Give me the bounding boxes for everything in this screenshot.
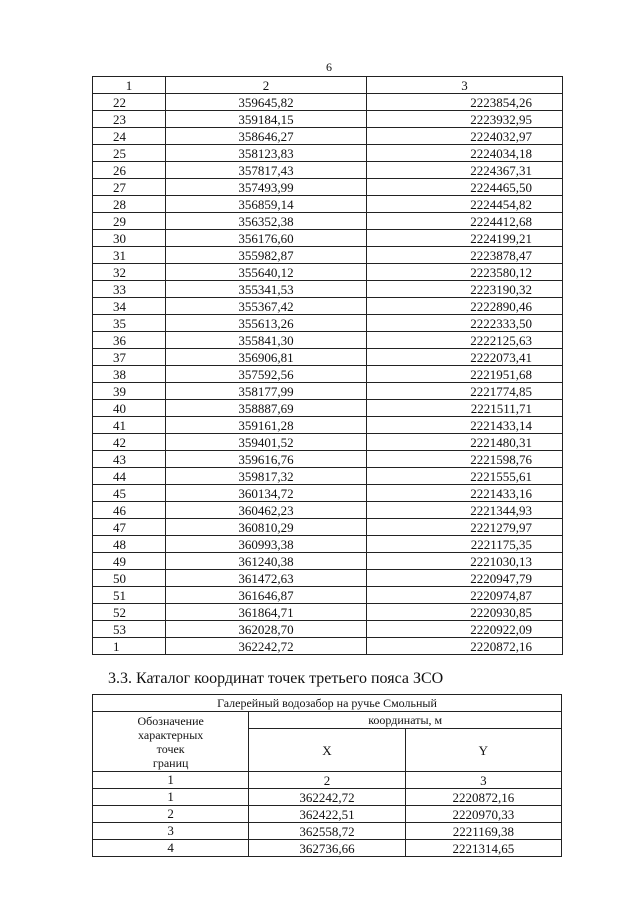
point-number-cell: 32 (93, 264, 166, 281)
point-number-cell: 2 (93, 806, 249, 823)
table-row (93, 366, 563, 383)
table-row (93, 315, 563, 332)
table-row (93, 400, 563, 417)
y-coordinate-cell: 2221555,61 (367, 468, 563, 485)
table-row (93, 553, 563, 570)
table-row (93, 789, 562, 806)
x-coordinate-cell: 355640,12 (166, 264, 367, 281)
y-coordinate-cell: 2224367,31 (367, 162, 563, 179)
table-row (93, 485, 563, 502)
x-coordinate-cell: 359184,15 (166, 111, 367, 128)
y-column-header: Y (405, 729, 561, 772)
y-coordinate-cell: 2220872,16 (367, 638, 563, 655)
y-coordinate-cell: 2224032,97 (367, 128, 563, 145)
y-coordinate-cell: 2220922,09 (367, 621, 563, 638)
table-row (93, 298, 563, 315)
table-row (93, 349, 563, 366)
table-row (93, 264, 563, 281)
y-coordinate-cell: 2223932,95 (367, 111, 563, 128)
table-row (93, 621, 563, 638)
x-coordinate-cell: 359161,28 (166, 417, 367, 434)
y-coordinate-cell: 2223854,26 (367, 94, 563, 111)
coordinates-table-continued (92, 76, 563, 655)
point-number-cell: 49 (93, 553, 166, 570)
y-coordinate-cell: 2224199,21 (367, 230, 563, 247)
x-coordinate-cell: 357592,56 (166, 366, 367, 383)
point-number-cell: 1 (93, 772, 249, 789)
point-number-cell: 34 (93, 298, 166, 315)
table-row (93, 519, 563, 536)
y-coordinate-cell: 2224454,82 (367, 196, 563, 213)
point-number-cell: 50 (93, 570, 166, 587)
point-number-cell: 46 (93, 502, 166, 519)
x-coordinate-cell: 359817,32 (166, 468, 367, 485)
x-coordinate-cell: 362736,66 (249, 840, 405, 857)
y-coordinate-cell: 2224465,50 (367, 179, 563, 196)
table-row (93, 145, 563, 162)
table-caption: Галерейный водозабор на ручье Смольный (93, 695, 562, 712)
x-coordinate-cell: 358123,83 (166, 145, 367, 162)
point-number-cell: 51 (93, 587, 166, 604)
table-row (93, 570, 563, 587)
y-coordinate-cell: 2220947,79 (367, 570, 563, 587)
x-coordinate-cell: 356859,14 (166, 196, 367, 213)
point-number-cell: 38 (93, 366, 166, 383)
table-row (93, 179, 563, 196)
section-heading: 3.3. Каталог координат точек третьего пояса ЗСО (108, 670, 444, 687)
point-number-cell: 30 (93, 230, 166, 247)
x-coordinate-cell: 362028,70 (166, 621, 367, 638)
header-line: характерных (138, 727, 204, 742)
x-coordinate-cell: 359401,52 (166, 434, 367, 451)
x-coordinate-cell: 355982,87 (166, 247, 367, 264)
point-number-cell: 35 (93, 315, 166, 332)
y-coordinate-cell: 2222890,46 (367, 298, 563, 315)
header-line: Обозначение (137, 713, 204, 728)
y-coordinate-cell: 2221030,13 (367, 553, 563, 570)
y-coordinate-cell: 2221279,97 (367, 519, 563, 536)
x-coordinate-cell: 355841,30 (166, 332, 367, 349)
x-coordinate-cell: 361646,87 (166, 587, 367, 604)
table-row (93, 502, 563, 519)
x-coordinate-cell: 356352,38 (166, 213, 367, 230)
table-row (93, 230, 563, 247)
point-number-cell: 3 (93, 823, 249, 840)
column-number-cell: 1 (93, 77, 166, 94)
table-row (93, 417, 563, 434)
table-row (93, 94, 563, 111)
x-coordinate-cell: 355341,53 (166, 281, 367, 298)
y-coordinate-cell: 2223580,12 (367, 264, 563, 281)
point-number-cell: 42 (93, 434, 166, 451)
point-number-cell: 29 (93, 213, 166, 230)
y-coordinate-cell: 2222333,50 (367, 315, 563, 332)
y-coordinate-cell: 2221169,38 (405, 823, 561, 840)
column-number-cell: 2 (166, 77, 367, 94)
y-coordinate-cell: 2221175,35 (367, 536, 563, 553)
point-number-cell: 52 (93, 604, 166, 621)
x-coordinate-cell: 355613,26 (166, 315, 367, 332)
table-row (93, 451, 563, 468)
table-row (93, 587, 563, 604)
y-coordinate-cell: 2221951,68 (367, 366, 563, 383)
x-coordinate-cell: 356176,60 (166, 230, 367, 247)
y-coordinate-cell: 2221314,65 (405, 840, 561, 857)
y-coordinate-cell: 2222125,63 (367, 332, 563, 349)
y-coordinate-cell: 2220872,16 (405, 789, 561, 806)
point-number-cell: 31 (93, 247, 166, 264)
point-number-cell: 48 (93, 536, 166, 553)
x-coordinate-cell: 362242,72 (166, 638, 367, 655)
point-number-cell: 44 (93, 468, 166, 485)
table-row (93, 806, 562, 823)
y-coordinate-cell: 2224034,18 (367, 145, 563, 162)
y-coordinate-cell: 2220930,85 (367, 604, 563, 621)
table-row (93, 638, 563, 655)
point-number-cell: 27 (93, 179, 166, 196)
point-number-cell: 53 (93, 621, 166, 638)
table-row (93, 536, 563, 553)
table-header-row (93, 77, 563, 94)
x-coordinate-cell: 360993,38 (166, 536, 367, 553)
point-number-cell: 4 (93, 840, 249, 857)
x-coordinate-cell: 358177,99 (166, 383, 367, 400)
table-row (93, 162, 563, 179)
point-number-cell: 1 (93, 789, 249, 806)
table-row (93, 434, 563, 451)
table-row (93, 281, 563, 298)
point-number-cell: 37 (93, 349, 166, 366)
point-number-cell: 24 (93, 128, 166, 145)
table-row (93, 247, 563, 264)
page-number: 6 (326, 60, 332, 74)
y-coordinate-cell: 2221511,71 (367, 400, 563, 417)
table-row (93, 111, 563, 128)
point-number-cell: 39 (93, 383, 166, 400)
x-coordinate-cell: 359645,82 (166, 94, 367, 111)
point-number-cell: 43 (93, 451, 166, 468)
column-number-cell: 3 (367, 77, 563, 94)
x-coordinate-cell: 357817,43 (166, 162, 367, 179)
y-coordinate-cell: 2224412,68 (367, 213, 563, 230)
table-row (93, 196, 563, 213)
y-coordinate-cell: 3 (405, 772, 561, 789)
y-coordinate-cell: 2221433,14 (367, 417, 563, 434)
point-number-cell: 40 (93, 400, 166, 417)
table-row (93, 604, 563, 621)
y-coordinate-cell: 2221433,16 (367, 485, 563, 502)
point-number-cell: 26 (93, 162, 166, 179)
x-coordinate-cell: 356906,81 (166, 349, 367, 366)
y-coordinate-cell: 2220970,33 (405, 806, 561, 823)
x-coordinate-cell: 362242,72 (249, 789, 405, 806)
y-coordinate-cell: 2220974,87 (367, 587, 563, 604)
table-row (93, 840, 562, 857)
point-number-cell: 41 (93, 417, 166, 434)
x-column-header: X (249, 729, 405, 772)
x-coordinate-cell: 361472,63 (166, 570, 367, 587)
point-number-cell: 28 (93, 196, 166, 213)
point-number-cell: 33 (93, 281, 166, 298)
y-coordinate-cell: 2221344,93 (367, 502, 563, 519)
third-zone-coordinates-table (92, 694, 562, 857)
table-row (93, 213, 563, 230)
x-coordinate-cell: 360462,23 (166, 502, 367, 519)
coordinates-header: координаты, м (249, 712, 562, 729)
point-number-cell: 23 (93, 111, 166, 128)
point-designation-header (93, 712, 249, 772)
x-coordinate-cell: 360810,29 (166, 519, 367, 536)
y-coordinate-cell: 2222073,41 (367, 349, 563, 366)
x-coordinate-cell: 2 (249, 772, 405, 789)
point-number-cell: 47 (93, 519, 166, 536)
x-coordinate-cell: 359616,76 (166, 451, 367, 468)
column-number-row (93, 772, 562, 789)
point-number-cell: 45 (93, 485, 166, 502)
y-coordinate-cell: 2223878,47 (367, 247, 563, 264)
x-coordinate-cell: 361240,38 (166, 553, 367, 570)
table-row (93, 823, 562, 840)
x-coordinate-cell: 355367,42 (166, 298, 367, 315)
x-coordinate-cell: 358887,69 (166, 400, 367, 417)
y-coordinate-cell: 2223190,32 (367, 281, 563, 298)
point-number-cell: 36 (93, 332, 166, 349)
y-coordinate-cell: 2221598,76 (367, 451, 563, 468)
point-number-cell: 1 (93, 638, 166, 655)
point-number-cell: 25 (93, 145, 166, 162)
header-line: точек (156, 741, 185, 756)
header-line: границ (152, 755, 189, 770)
point-number-cell: 22 (93, 94, 166, 111)
x-coordinate-cell: 361864,71 (166, 604, 367, 621)
x-coordinate-cell: 362422,51 (249, 806, 405, 823)
x-coordinate-cell: 360134,72 (166, 485, 367, 502)
y-coordinate-cell: 2221774,85 (367, 383, 563, 400)
table-row (93, 128, 563, 145)
x-coordinate-cell: 362558,72 (249, 823, 405, 840)
table-row (93, 468, 563, 485)
y-coordinate-cell: 2221480,31 (367, 434, 563, 451)
table-row (93, 383, 563, 400)
x-coordinate-cell: 357493,99 (166, 179, 367, 196)
table-row (93, 332, 563, 349)
x-coordinate-cell: 358646,27 (166, 128, 367, 145)
